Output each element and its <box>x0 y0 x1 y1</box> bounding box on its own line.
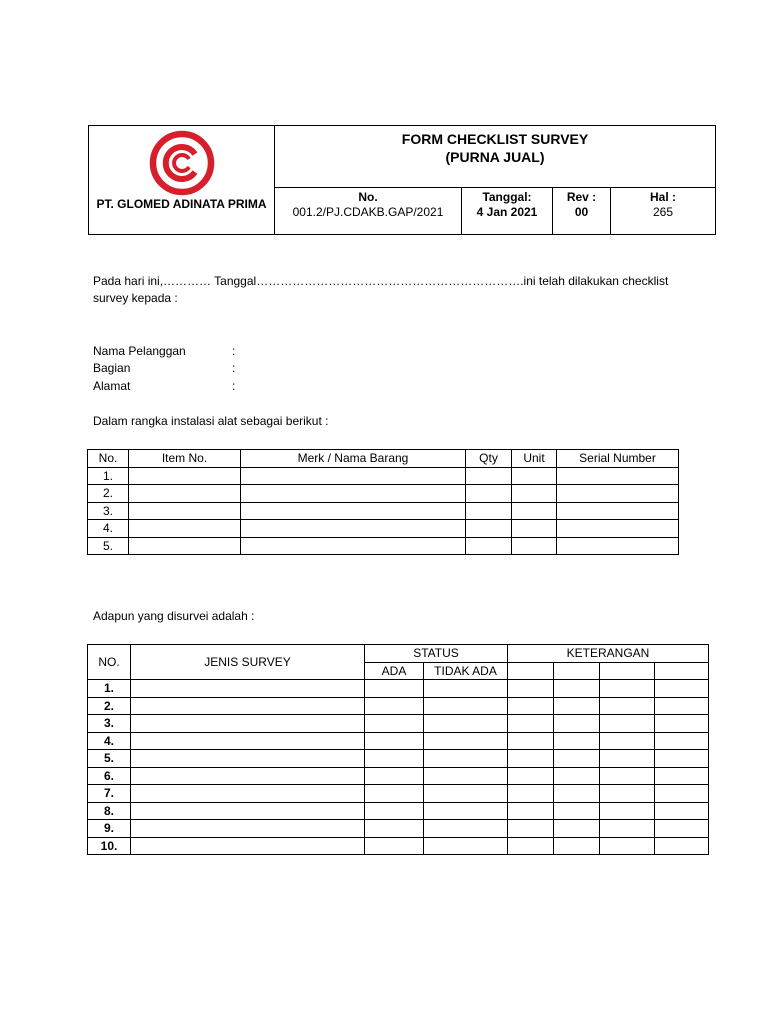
keterangan-cell[interactable] <box>600 715 655 733</box>
table-row <box>88 750 709 768</box>
survey-header-jenis: JENIS SURVEY <box>131 645 365 680</box>
tidak-ada-cell[interactable] <box>424 820 508 838</box>
intro-line-2: survey kepada : <box>93 291 178 305</box>
keterangan-cell[interactable] <box>655 715 709 733</box>
item-no-cell[interactable] <box>129 485 241 503</box>
items-header-item-no: Item No. <box>129 450 241 468</box>
table-row <box>88 715 709 733</box>
department-label: Bagian <box>93 361 131 375</box>
doc-number-label: No. <box>358 190 378 204</box>
tidak-ada-cell[interactable] <box>424 715 508 733</box>
row-number: 5. <box>88 537 129 555</box>
form-header <box>88 125 716 235</box>
keterangan-cell[interactable] <box>554 680 600 698</box>
qty-cell[interactable] <box>466 537 512 555</box>
date-label: Tanggal: <box>482 190 532 204</box>
date-cell <box>462 188 553 235</box>
row-number: 6. <box>88 767 131 785</box>
serial-cell[interactable] <box>557 467 679 485</box>
installation-text: Dalam rangka instalasi alat sebagai berikut : <box>93 414 329 428</box>
keterangan-cell[interactable] <box>655 785 709 803</box>
keterangan-cell[interactable] <box>508 802 554 820</box>
doc-number-cell <box>275 188 462 235</box>
company-cell <box>89 126 275 235</box>
jenis-cell[interactable] <box>131 715 365 733</box>
items-header-row <box>88 450 679 468</box>
jenis-cell[interactable] <box>131 732 365 750</box>
ada-cell[interactable] <box>365 715 424 733</box>
keterangan-subcell <box>508 662 554 680</box>
ada-cell[interactable] <box>365 697 424 715</box>
keterangan-cell[interactable] <box>554 715 600 733</box>
table-row <box>88 537 679 555</box>
row-number: 9. <box>88 820 131 838</box>
brand-cell[interactable] <box>241 537 466 555</box>
form-title-line1: FORM CHECKLIST SURVEY <box>401 131 589 147</box>
keterangan-cell[interactable] <box>508 697 554 715</box>
table-row <box>88 680 709 698</box>
doc-number-value: 001.2/PJ.CDAKB.GAP/2021 <box>292 205 444 219</box>
keterangan-cell[interactable] <box>508 837 554 855</box>
survey-table <box>87 644 709 855</box>
keterangan-cell[interactable] <box>655 680 709 698</box>
row-number: 3. <box>88 502 129 520</box>
keterangan-cell[interactable] <box>600 732 655 750</box>
keterangan-cell[interactable] <box>508 715 554 733</box>
keterangan-subcell <box>600 662 655 680</box>
unit-cell[interactable] <box>512 537 557 555</box>
keterangan-cell[interactable] <box>600 680 655 698</box>
unit-cell[interactable] <box>512 467 557 485</box>
revision-value: 00 <box>574 205 589 219</box>
qty-cell[interactable] <box>466 485 512 503</box>
item-no-cell[interactable] <box>129 467 241 485</box>
row-number: 3. <box>88 715 131 733</box>
brand-cell[interactable] <box>241 467 466 485</box>
qty-cell[interactable] <box>466 502 512 520</box>
tidak-ada-cell[interactable] <box>424 785 508 803</box>
tidak-ada-cell[interactable] <box>424 750 508 768</box>
keterangan-cell[interactable] <box>655 750 709 768</box>
tidak-ada-cell[interactable] <box>424 697 508 715</box>
keterangan-cell[interactable] <box>554 697 600 715</box>
keterangan-cell[interactable] <box>554 785 600 803</box>
keterangan-cell[interactable] <box>600 802 655 820</box>
keterangan-cell[interactable] <box>600 785 655 803</box>
customer-name-colon: : <box>232 344 236 358</box>
table-row <box>88 502 679 520</box>
row-number: 2. <box>88 697 131 715</box>
survey-header-status: STATUS <box>365 645 508 663</box>
ada-cell[interactable] <box>365 820 424 838</box>
table-row <box>88 485 679 503</box>
intro-line-1: Pada hari ini,………… Tanggal………………………………………………………….ini telah dilakukan checklist <box>93 274 669 288</box>
unit-cell[interactable] <box>512 485 557 503</box>
keterangan-cell[interactable] <box>600 837 655 855</box>
row-number: 4. <box>88 732 131 750</box>
table-row <box>88 520 679 538</box>
row-number: 1. <box>88 467 129 485</box>
jenis-cell[interactable] <box>131 750 365 768</box>
keterangan-cell[interactable] <box>600 767 655 785</box>
brand-cell[interactable] <box>241 485 466 503</box>
keterangan-cell[interactable] <box>554 750 600 768</box>
unit-cell[interactable] <box>512 520 557 538</box>
unit-cell[interactable] <box>512 502 557 520</box>
keterangan-cell[interactable] <box>508 732 554 750</box>
jenis-cell[interactable] <box>131 837 365 855</box>
jenis-cell[interactable] <box>131 680 365 698</box>
tidak-ada-cell[interactable] <box>424 802 508 820</box>
serial-cell[interactable] <box>557 502 679 520</box>
address-colon: : <box>232 379 236 393</box>
keterangan-cell[interactable] <box>554 767 600 785</box>
keterangan-cell[interactable] <box>600 750 655 768</box>
keterangan-cell[interactable] <box>655 732 709 750</box>
keterangan-cell[interactable] <box>554 802 600 820</box>
jenis-cell[interactable] <box>131 767 365 785</box>
survey-header-keterangan: KETERANGAN <box>508 645 709 663</box>
items-table <box>87 449 679 555</box>
keterangan-cell[interactable] <box>655 837 709 855</box>
keterangan-cell[interactable] <box>655 820 709 838</box>
keterangan-cell[interactable] <box>554 732 600 750</box>
table-row <box>88 785 709 803</box>
tidak-ada-cell[interactable] <box>424 767 508 785</box>
row-number: 2. <box>88 485 129 503</box>
company-name: PT. GLOMED ADINATA PRIMA <box>96 197 267 211</box>
items-header-qty: Qty <box>466 450 512 468</box>
date-value: 4 Jan 2021 <box>476 205 538 219</box>
ada-cell[interactable] <box>365 767 424 785</box>
page-label: Hal : <box>649 190 676 204</box>
revision-cell <box>553 188 611 235</box>
page-cell <box>611 188 716 235</box>
table-row <box>88 767 709 785</box>
tidak-ada-cell[interactable] <box>424 732 508 750</box>
keterangan-cell[interactable] <box>508 767 554 785</box>
keterangan-subcell <box>655 662 709 680</box>
qty-cell[interactable] <box>466 520 512 538</box>
keterangan-cell[interactable] <box>554 820 600 838</box>
keterangan-cell[interactable] <box>600 820 655 838</box>
keterangan-subcell <box>554 662 600 680</box>
items-header-no: No. <box>88 450 129 468</box>
item-no-cell[interactable] <box>129 520 241 538</box>
form-title-line2: (PURNA JUAL) <box>445 149 545 165</box>
keterangan-cell[interactable] <box>508 820 554 838</box>
row-number: 10. <box>88 837 131 855</box>
company-logo-icon <box>149 130 215 196</box>
keterangan-cell[interactable] <box>655 697 709 715</box>
ada-cell[interactable] <box>365 750 424 768</box>
row-number: 8. <box>88 802 131 820</box>
items-header-serial: Serial Number <box>557 450 679 468</box>
keterangan-cell[interactable] <box>508 750 554 768</box>
tidak-ada-cell[interactable] <box>424 680 508 698</box>
items-header-unit: Unit <box>512 450 557 468</box>
ada-cell[interactable] <box>365 785 424 803</box>
ada-cell[interactable] <box>365 732 424 750</box>
jenis-cell[interactable] <box>131 802 365 820</box>
survey-header-ada: ADA <box>365 662 424 680</box>
row-number: 7. <box>88 785 131 803</box>
jenis-cell[interactable] <box>131 697 365 715</box>
item-no-cell[interactable] <box>129 537 241 555</box>
survey-intro-text: Adapun yang disurvei adalah : <box>93 609 255 623</box>
row-number: 4. <box>88 520 129 538</box>
serial-cell[interactable] <box>557 537 679 555</box>
table-row <box>88 732 709 750</box>
page-value: 265 <box>652 205 674 219</box>
keterangan-cell[interactable] <box>508 785 554 803</box>
jenis-cell[interactable] <box>131 820 365 838</box>
address-label: Alamat <box>93 379 131 393</box>
ada-cell[interactable] <box>365 837 424 855</box>
keterangan-cell[interactable] <box>655 767 709 785</box>
survey-header-tidak-ada: TIDAK ADA <box>424 662 508 680</box>
form-title <box>275 126 716 188</box>
jenis-cell[interactable] <box>131 785 365 803</box>
serial-cell[interactable] <box>557 520 679 538</box>
items-header-brand: Merk / Nama Barang <box>241 450 466 468</box>
table-row <box>88 467 679 485</box>
row-number: 1. <box>88 680 131 698</box>
keterangan-cell[interactable] <box>554 837 600 855</box>
revision-label: Rev : <box>566 190 597 204</box>
table-row <box>88 697 709 715</box>
qty-cell[interactable] <box>466 467 512 485</box>
tidak-ada-cell[interactable] <box>424 837 508 855</box>
keterangan-cell[interactable] <box>508 680 554 698</box>
row-number: 5. <box>88 750 131 768</box>
keterangan-cell[interactable] <box>600 697 655 715</box>
brand-cell[interactable] <box>241 502 466 520</box>
survey-header-no: NO. <box>88 645 131 680</box>
customer-name-label: Nama Pelanggan <box>93 344 186 358</box>
serial-cell[interactable] <box>557 485 679 503</box>
department-colon: : <box>232 361 236 375</box>
brand-cell[interactable] <box>241 520 466 538</box>
keterangan-cell[interactable] <box>655 802 709 820</box>
ada-cell[interactable] <box>365 680 424 698</box>
table-row <box>88 802 709 820</box>
ada-cell[interactable] <box>365 802 424 820</box>
table-row <box>88 837 709 855</box>
table-row <box>88 820 709 838</box>
survey-header-row-1 <box>88 645 709 663</box>
item-no-cell[interactable] <box>129 502 241 520</box>
